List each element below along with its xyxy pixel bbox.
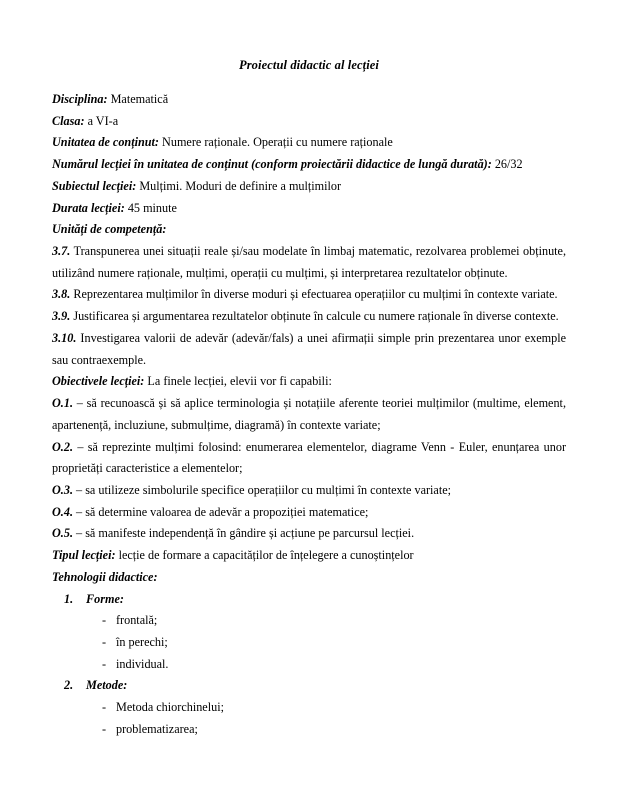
field-label: Unitatea de conținut:: [52, 135, 159, 150]
list-item-label: individual.: [116, 656, 169, 671]
technologies-list: [52, 589, 566, 741]
field-durata-lectiei: [52, 198, 566, 220]
objective-text: – să reprezinte mulțimi folosind: enumerarea elementelor, diagrame Venn - Euler, enunțarea unor proprietăți caracteristice a elementelor;: [52, 439, 567, 476]
field-tipul-lectiei: [52, 545, 566, 567]
objective-number: O.2.: [52, 439, 73, 454]
objective-number: O.1.: [52, 396, 73, 411]
field-value: a VI-a: [87, 113, 119, 128]
technology-group-number: 2.: [64, 678, 74, 693]
section-heading-text: Unități de competență:: [52, 222, 167, 237]
technology-group-label: Forme:: [86, 591, 124, 606]
dash-bullet-icon: -: [102, 634, 107, 649]
objective-number: O.5.: [52, 526, 73, 541]
list-item: [102, 654, 566, 676]
objective-item: [52, 523, 566, 545]
list-item: [102, 697, 566, 719]
dash-bullet-icon: -: [102, 613, 107, 628]
objective-item: [52, 480, 566, 502]
technology-group: [64, 589, 566, 676]
list-item: [102, 610, 566, 632]
technology-items: [86, 610, 566, 675]
dash-bullet-icon: -: [102, 656, 107, 671]
competence-text: Transpunerea unei situații reale și/sau modelate în limbaj matematic, rezolvarea problemei obținute, utilizând numere raționale, mulțimi, operații cu mulțimi, și interpretarea rezultatelor obținute.: [52, 244, 567, 280]
field-value: Mulțimi. Moduri de definire a mulțimilor: [139, 178, 342, 193]
list-item: [102, 632, 566, 654]
competence-item: [52, 328, 566, 371]
competence-text: Justificarea și argumentarea rezultatelor obținute în calcule cu numere raționale în diverse contexte.: [73, 309, 559, 324]
field-disciplina: [52, 89, 566, 111]
objective-text: – să recunoască și să aplice terminologia și notațiile aferente teoriei mulțimilor (multime, element, apartenență, incluziune, submulțime, diagramă) în contexte variate;: [52, 396, 566, 432]
field-label: Tipul lecției:: [52, 548, 116, 563]
field-subiectul-lectiei: [52, 176, 566, 198]
technologies-heading: [52, 567, 566, 589]
objective-text: – să determine valoarea de adevăr a propoziției matematice;: [76, 504, 369, 519]
dash-bullet-icon: -: [102, 721, 107, 736]
list-item-label: Metoda chiorchinelui;: [116, 700, 224, 715]
field-label: Numărul lecției în unitatea de conținut (conform proiectării didactice de lungă durată):: [52, 157, 492, 172]
objective-text: – sa utilizeze simbolurile specifice operațiilor cu mulțimi în contexte variate;: [76, 482, 452, 497]
section-heading-text: Tehnologii didactice:: [52, 569, 158, 584]
competence-number: 3.7.: [52, 244, 71, 259]
field-value: Matematică: [110, 92, 169, 106]
technology-group-label: Metode:: [86, 678, 128, 693]
list-item: [102, 719, 566, 741]
technology-group: [64, 675, 566, 740]
field-label: Disciplina:: [52, 92, 108, 106]
field-label: Durata lecției:: [52, 200, 125, 215]
dash-bullet-icon: -: [102, 700, 107, 715]
competence-number: 3.9.: [52, 309, 71, 324]
technology-items: [86, 697, 566, 740]
competence-number: 3.8.: [52, 287, 71, 302]
field-value: 45 minute: [127, 200, 177, 215]
objective-number: O.3.: [52, 482, 73, 497]
field-clasa: [52, 111, 566, 133]
field-value: lecție de formare a capacităților de înțelegere a cunoștințelor: [118, 548, 414, 563]
section-heading-text: Obiectivele lecției:: [52, 374, 145, 389]
field-label: Clasa:: [52, 113, 85, 128]
field-value: Numere raționale. Operații cu numere raționale: [162, 135, 393, 150]
list-item-label: frontală;: [116, 613, 158, 628]
field-unitatea-de-continut: [52, 132, 566, 154]
list-item-label: în perechi;: [116, 634, 168, 649]
list-item-label: problematizarea;: [116, 721, 198, 736]
objective-item: [52, 502, 566, 524]
objectives-intro: La finele lecției, elevii vor fi capabili:: [147, 374, 332, 389]
competences-heading: [52, 219, 566, 241]
competence-item: [52, 241, 566, 284]
objective-item: [52, 393, 566, 436]
objectives-heading: [52, 371, 566, 393]
objective-item: [52, 437, 566, 480]
objective-text: – să manifeste independență în gândire și acțiune pe parcursul lecției.: [76, 526, 415, 541]
field-numarul-lectiei: [52, 154, 566, 176]
objective-number: O.4.: [52, 504, 73, 519]
page-title: Proiectul didactic al lecției: [238, 58, 379, 72]
competence-text: Investigarea valorii de adevăr (adevăr/fals) a unei afirmații simple prin prezentarea unor exemple sau contraexemple.: [52, 330, 567, 367]
competence-item: [52, 284, 566, 306]
field-value: 26/32: [494, 157, 523, 172]
competence-item: [52, 306, 566, 328]
field-label: Subiectul lecției:: [52, 178, 137, 193]
technology-group-number: 1.: [64, 591, 74, 606]
competence-number: 3.10.: [52, 330, 77, 345]
competence-text: Reprezentarea mulțimilor în diverse moduri și efectuarea operațiilor cu mulțimi în contexte variate.: [73, 287, 558, 302]
